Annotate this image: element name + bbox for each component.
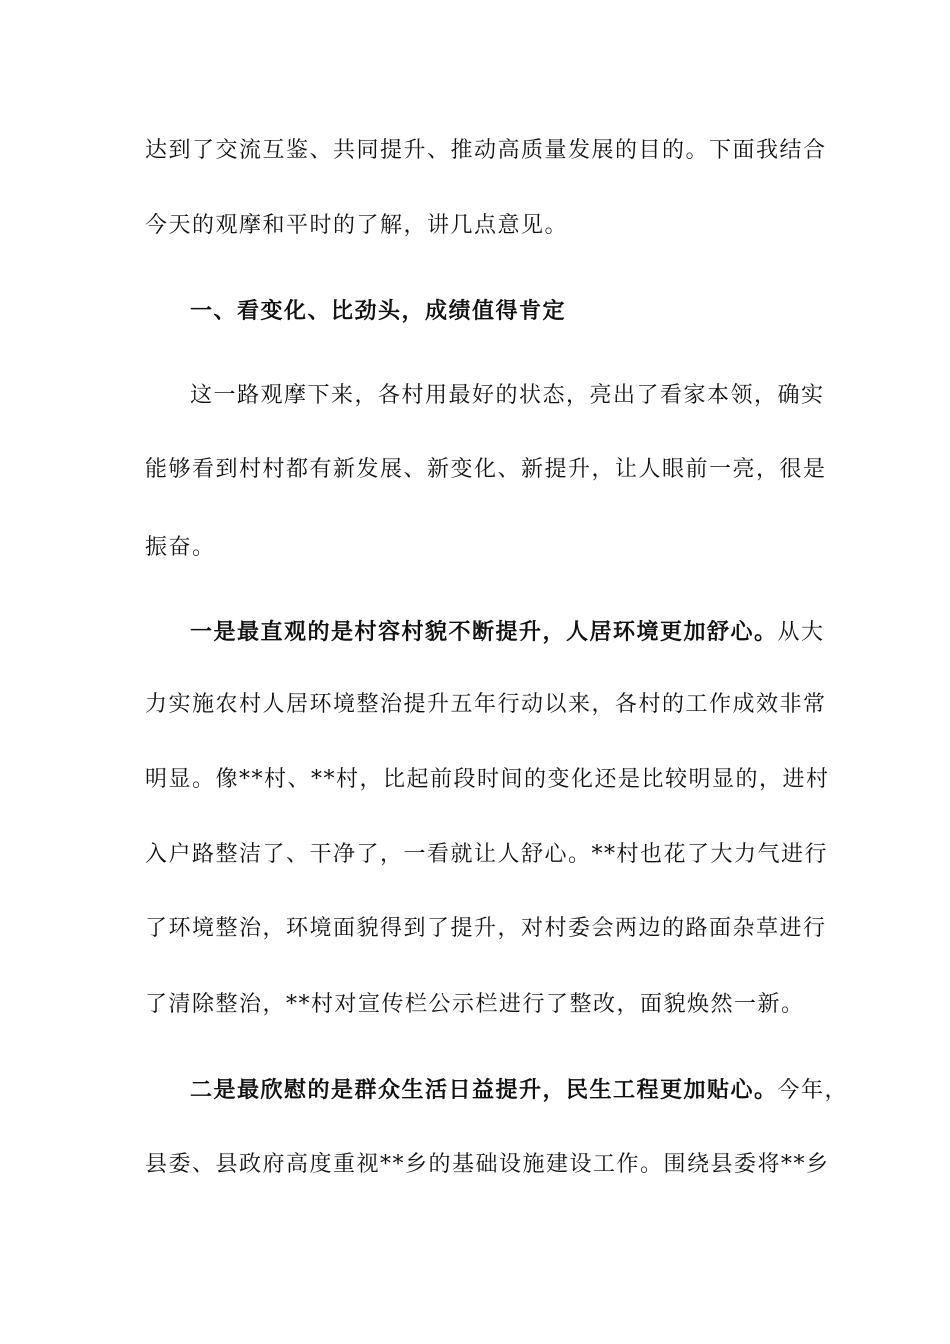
point1-line-6: 了清除整治，**村对宣传栏公示栏进行了整改，面貌焕然一新。 — [145, 992, 805, 1017]
intro-line-1: 达到了交流互鉴、共同提升、推动高质量发展的目的。下面我结合 — [145, 138, 827, 163]
section-heading: 一、看变化、比劲头，成绩值得肯定 — [190, 298, 567, 324]
point1-line-1-rest: 从大 — [777, 620, 825, 645]
para1-line-2: 能够看到村村都有新发展、新变化、新提升，让人眼前一亮，很是 — [145, 457, 827, 482]
point2-line-2: 县委、县政府高度重视**乡的基础设施建设工作。围绕县委将**乡 — [145, 1152, 830, 1177]
point1-line-1 — [190, 617, 825, 648]
point1-line-2: 力实施农村人居环境整治提升五年行动以来，各村的工作成效非常 — [145, 692, 827, 717]
intro-line-2: 今天的观摩和平时的了解，讲几点意见。 — [145, 213, 569, 238]
point1-line-5: 了环境整治，环境面貌得到了提升，对村委会两边的路面杂草进行 — [145, 916, 827, 941]
point2-line-1 — [190, 1075, 848, 1106]
point2-line-1-rest: 今年， — [777, 1078, 849, 1103]
para1-line-1: 这一路观摩下来，各村用最好的状态，亮出了看家本领，确实 — [190, 383, 825, 408]
point2-bold-lead: 二是最欣慰的是群众生活日益提升，民生工程更加贴心。 — [190, 1077, 778, 1103]
point1-bold-lead: 一是最直观的是村容村貌不断提升，人居环境更加舒心。 — [190, 619, 778, 645]
para1-line-3: 振奋。 — [145, 535, 216, 560]
point1-line-4: 入户路整洁了、干净了，一看就让人舒心。**村也花了大力气进行 — [145, 842, 829, 867]
point1-line-3: 明显。像**村、**村，比起前段时间的变化还是比较明显的，进村 — [145, 767, 830, 792]
